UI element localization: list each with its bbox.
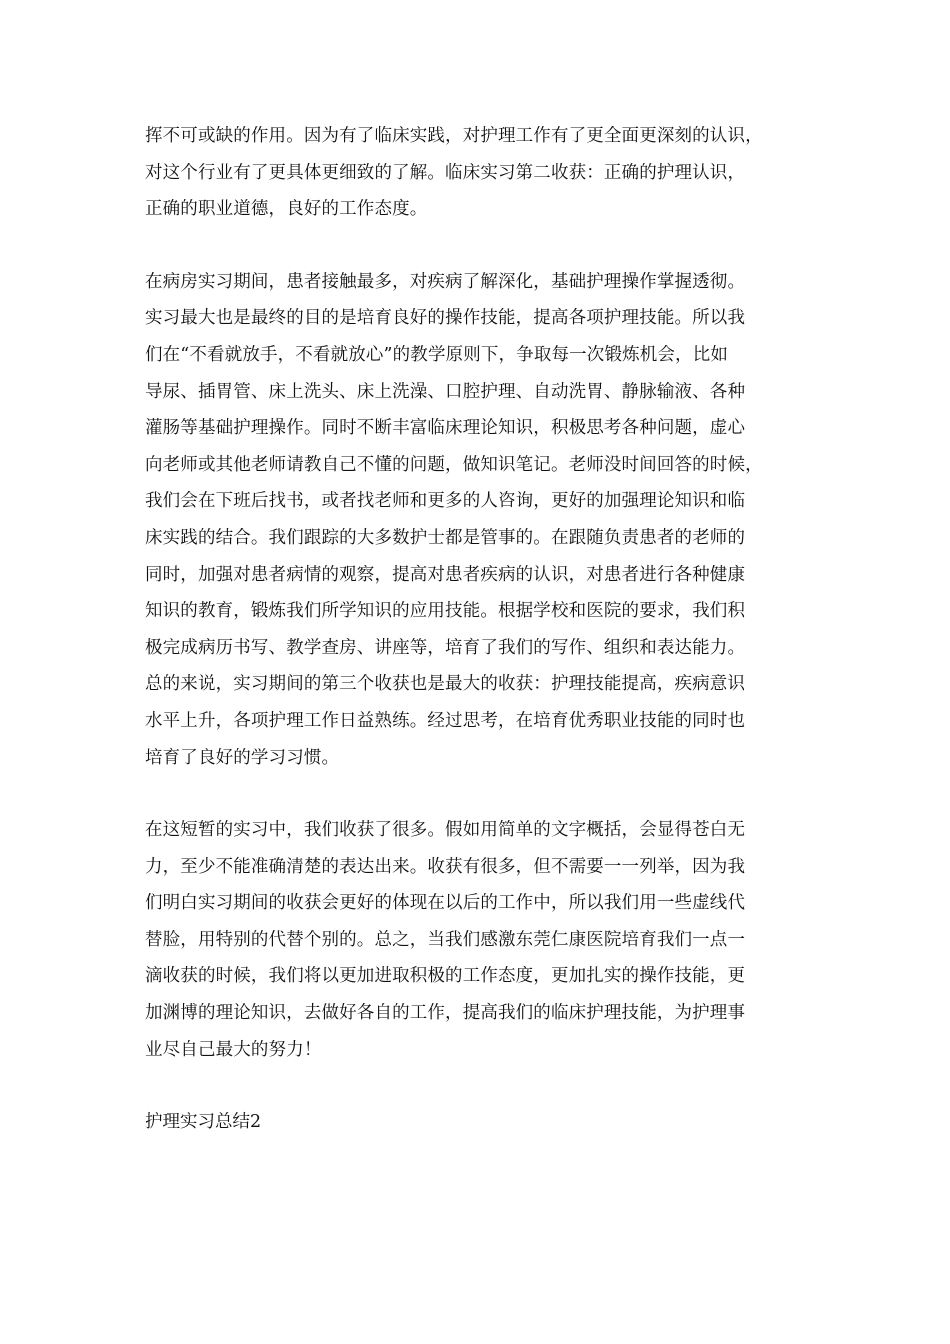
text-line: 极完成病历书写、教学查房、讲座等，培育了我们的写作、组织和表达能力。	[145, 637, 746, 658]
text-line: 培育了良好的学习习惯。	[145, 747, 340, 768]
text-line: 知识的教育，锻炼我们所学知识的应用技能。根据学校和医院的要求，我们积	[145, 601, 746, 622]
text-line: 我们会在下班后找书，或者找老师和更多的人咨询，更好的加强理论知识和临	[145, 491, 746, 512]
paragraph-spacer	[145, 228, 805, 264]
text-line: 正确的职业道德，良好的工作态度。	[145, 199, 428, 220]
section-heading: 护理实习总结2	[145, 1112, 262, 1133]
paragraph-1	[145, 118, 805, 228]
paragraph-spacer	[145, 1068, 805, 1104]
text-line: 向老师或其他老师请教自己不懂的问题，做知识笔记。老师没时间回答的时候，	[145, 454, 763, 475]
text-line: 水平上升，各项护理工作日益熟练。经过思考，在培育优秀职业技能的同时也	[145, 710, 746, 731]
text-line: 同时，加强对患者病情的观察，提高对患者疾病的认识，对患者进行各种健康	[145, 564, 746, 585]
text-line: 加渊博的理论知识，去做好各自的工作，提高我们的临床护理技能，为护理事	[145, 1003, 746, 1024]
text-line: 业尽自己最大的努力！	[145, 1039, 322, 1060]
text-line: 导尿、插胃管、床上洗头、床上洗澡、口腔护理、自动洗胃、静脉输液、各种	[145, 381, 746, 402]
document-body	[145, 118, 805, 1141]
text-line: 床实践的结合。我们跟踪的大多数护士都是管事的。在跟随负责患者的老师的	[145, 527, 746, 548]
text-line: 在病房实习期间，患者接触最多，对疾病了解深化，基础护理操作掌握透彻。	[145, 271, 746, 292]
text-line: 挥不可或缺的作用。因为有了临床实践，对护理工作有了更全面更深刻的认识，	[145, 126, 763, 146]
text-line: 替脸，用特别的代替个别的。总之，当我们感激东莞仁康医院培育我们一点一	[145, 929, 746, 950]
text-line: 滴收获的时候，我们将以更加进取积极的工作态度，更加扎实的操作技能，更	[145, 966, 746, 987]
paragraph-spacer	[145, 776, 805, 812]
text-line: 们明白实习期间的收获会更好的体现在以后的工作中，所以我们用一些虚线代	[145, 893, 746, 914]
text-line: 对这个行业有了更具体更细致的了解。临床实习第二收获：正确的护理认识，	[145, 162, 746, 183]
paragraph-3	[145, 812, 805, 1068]
text-line: 实习最大也是最终的目的是培育良好的操作技能，提高各项护理技能。所以我	[145, 308, 746, 329]
paragraph-2	[145, 264, 805, 776]
text-line: 力，至少不能准确清楚的表达出来。收获有很多，但不需要一一列举，因为我	[145, 856, 746, 877]
text-line: 灌肠等基础护理操作。同时不断丰富临床理论知识，积极思考各种问题，虚心	[145, 418, 746, 439]
text-line: 总的来说，实习期间的第三个收获也是最大的收获：护理技能提高，疾病意识	[145, 674, 746, 695]
text-line: 在这短暂的实习中，我们收获了很多。假如用简单的文字概括，会显得苍白无	[145, 820, 746, 841]
text-line: 们在“不看就放手，不看就放心”的教学原则下，争取每一次锻炼机会，比如	[145, 344, 728, 365]
